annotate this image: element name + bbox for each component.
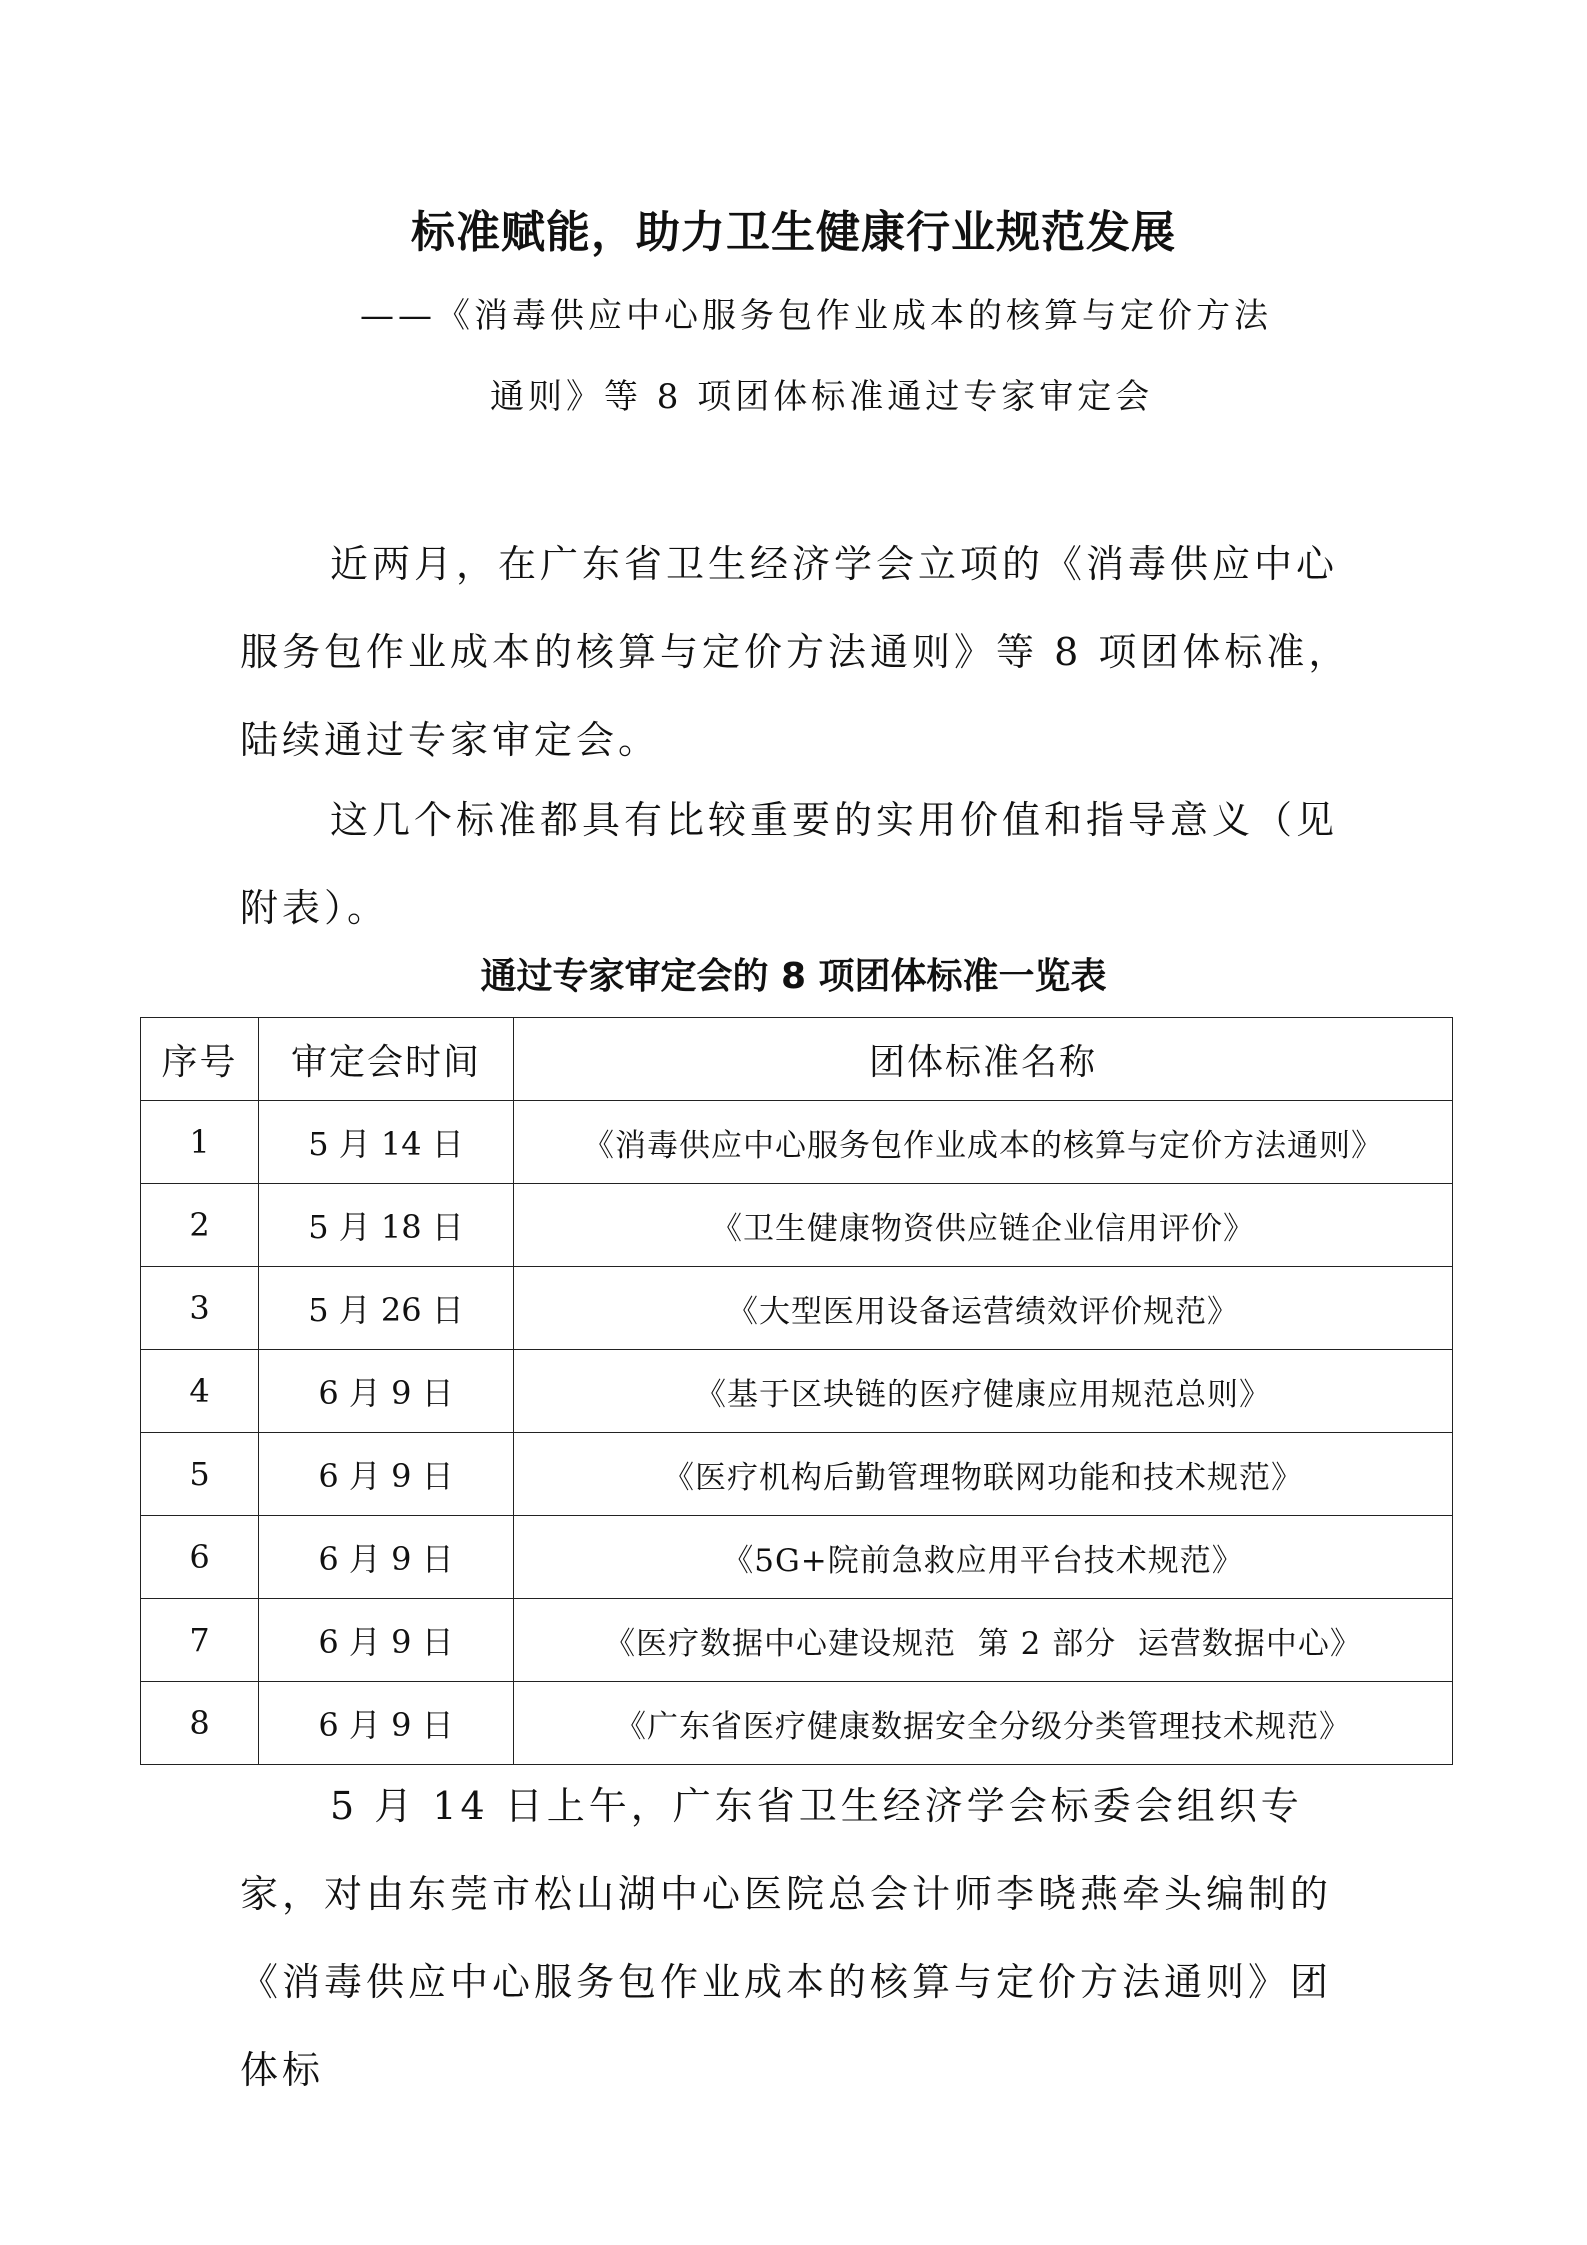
cell-standard-name: 《大型医用设备运营绩效评价规范》 [514,1267,1453,1350]
header-index: 序号 [141,1018,259,1101]
table-row [141,1184,1453,1267]
cell-index: 6 [141,1516,259,1599]
table-row [141,1433,1453,1516]
paragraph-intro-text: 近两月，在广东省卫生经济学会立项的《消毒供应中心服务包作业成本的核算与定价方法通则》等 8 项团体标准，陆续通过专家审定会。 [240,542,1351,762]
paragraph-meeting [240,1762,1360,2114]
cell-index: 2 [141,1184,259,1267]
cell-standard-name: 《医疗机构后勤管理物联网功能和技术规范》 [514,1433,1453,1516]
cell-date: 6 月 9 日 [259,1682,514,1765]
document-subtitle-line2: 通则》等 8 项团体标准通过专家审定会 [490,377,1154,417]
cell-date: 6 月 9 日 [259,1433,514,1516]
cell-index: 7 [141,1599,259,1682]
cell-index: 8 [141,1682,259,1765]
cell-date: 5 月 14 日 [259,1101,514,1184]
header-name: 团体标准名称 [514,1018,1453,1101]
cell-index: 3 [141,1267,259,1350]
table-title: 通过专家审定会的 8 项团体标准一览表 [480,956,1107,997]
document-subtitle-line1: ——《消毒供应中心服务包作业成本的核算与定价方法 [360,296,1272,336]
paragraph-value-text: 这几个标准都具有比较重要的实用价值和指导意义（见附表）。 [240,798,1339,930]
cell-date: 6 月 9 日 [259,1350,514,1433]
table-header-row [141,1018,1453,1101]
cell-standard-name: 《医疗数据中心建设规范 第 2 部分 运营数据中心》 [514,1599,1453,1682]
table-row [141,1267,1453,1350]
paragraph-value [240,776,1360,952]
document-title: 标准赋能，助力卫生健康行业规范发展 [411,207,1176,258]
table-row [141,1682,1453,1765]
table-row [141,1516,1453,1599]
table-row [141,1101,1453,1184]
cell-date: 5 月 26 日 [259,1267,514,1350]
cell-standard-name: 《卫生健康物资供应链企业信用评价》 [514,1184,1453,1267]
cell-index: 1 [141,1101,259,1184]
paragraph-intro [240,520,1360,784]
cell-standard-name: 《广东省医疗健康数据安全分级分类管理技术规范》 [514,1682,1453,1765]
table-row [141,1350,1453,1433]
cell-date: 6 月 9 日 [259,1516,514,1599]
cell-date: 6 月 9 日 [259,1599,514,1682]
cell-standard-name: 《基于区块链的医疗健康应用规范总则》 [514,1350,1453,1433]
table-row [141,1599,1453,1682]
standards-table [140,1017,1453,1765]
paragraph-meeting-text: 5 月 14 日上午，广东省卫生经济学会标委会组织专家，对由东莞市松山湖中心医院总会计师李晓燕牵头编制的《消毒供应中心服务包作业成本的核算与定价方法通则》团体标 [240,1784,1333,2092]
cell-standard-name: 《5G+院前急救应用平台技术规范》 [514,1516,1453,1599]
cell-date: 5 月 18 日 [259,1184,514,1267]
header-date: 审定会时间 [259,1018,514,1101]
cell-index: 5 [141,1433,259,1516]
cell-index: 4 [141,1350,259,1433]
cell-standard-name: 《消毒供应中心服务包作业成本的核算与定价方法通则》 [514,1101,1453,1184]
